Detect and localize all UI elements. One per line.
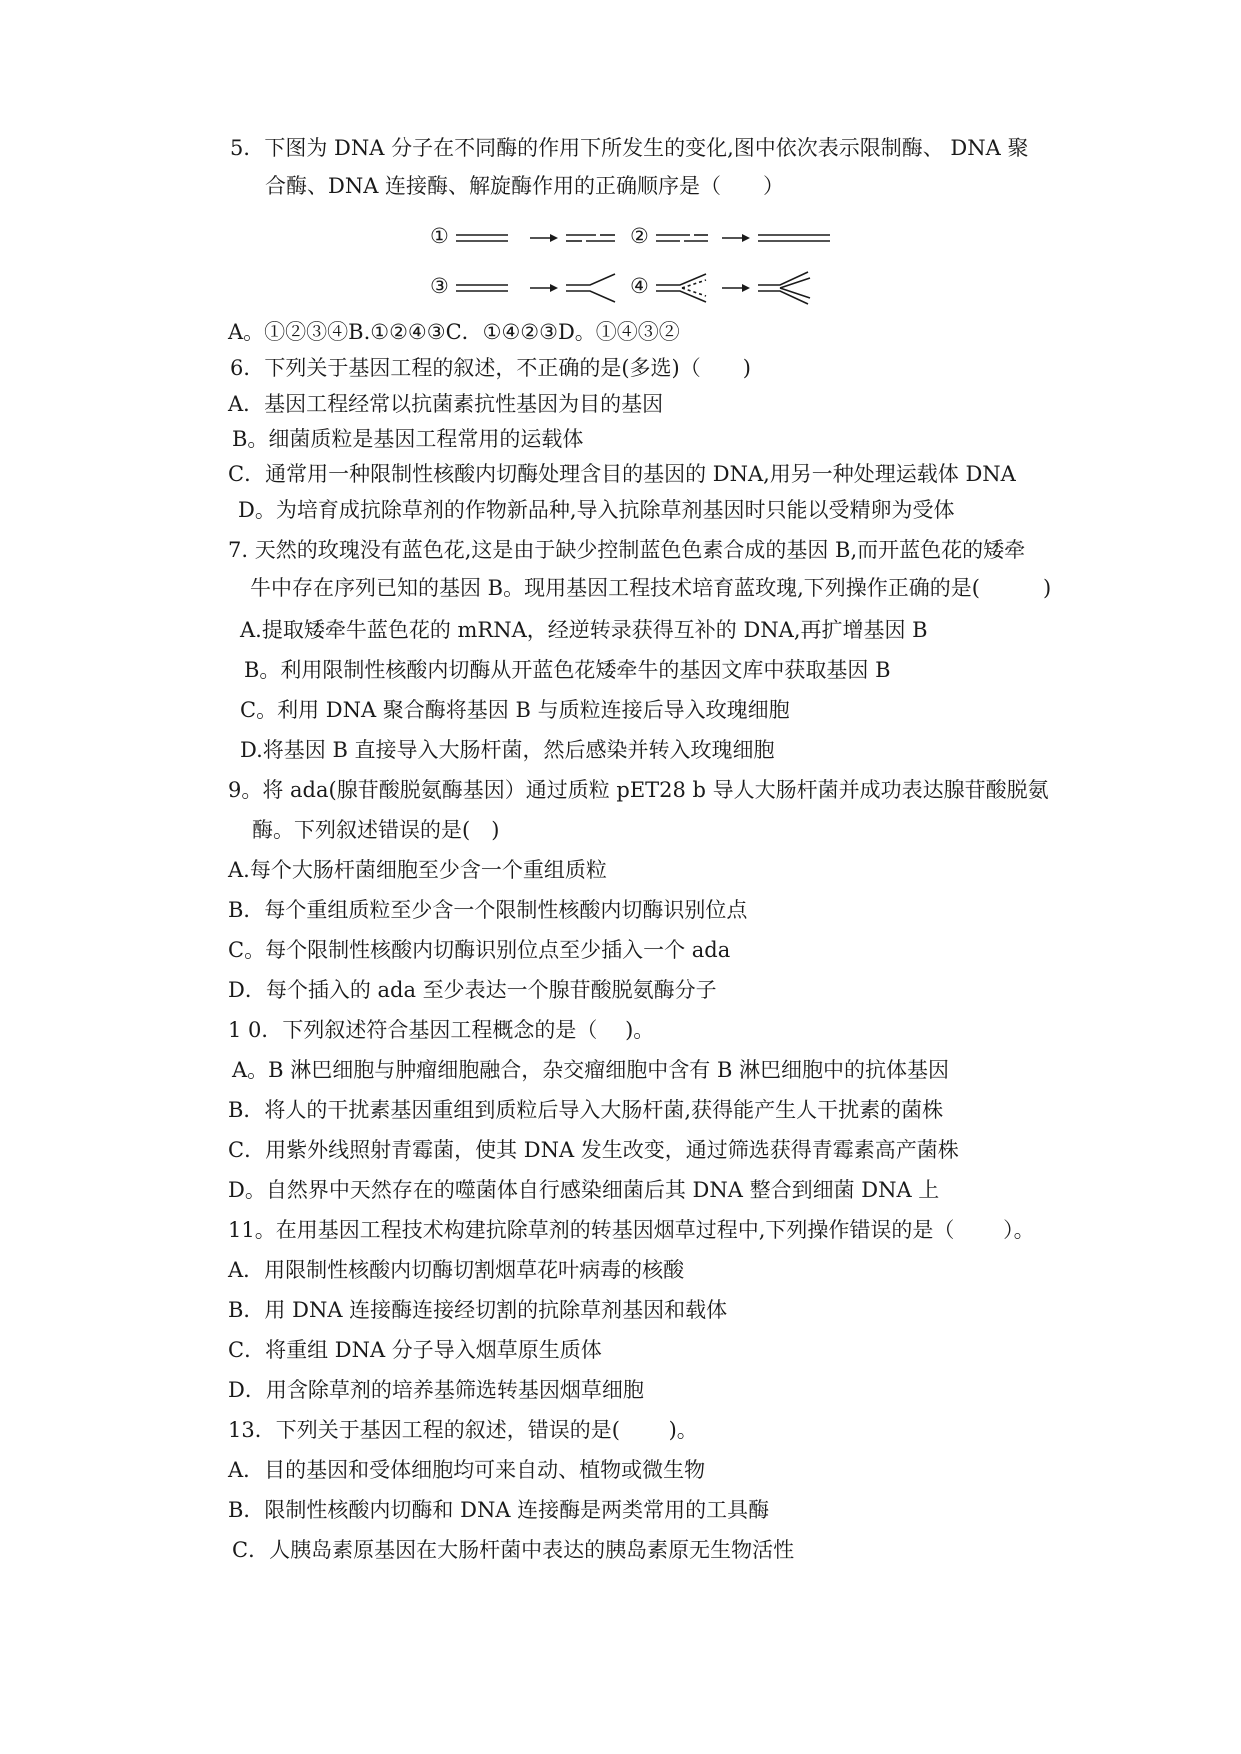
question-7-option-c: C。利用 DNA 聚合酶将基因 B 与质粒连接后导入玫瑰细胞 [240,698,790,722]
diagram-label-1: ① [430,224,449,248]
diagram-step-1 [456,235,615,241]
diagram-step-4 [656,272,810,304]
question-9-option-c: C。每个限制性核酸内切酶识别位点至少插入一个 ada [228,938,731,962]
question-9-option-d: D．每个插入的 ada 至少表达一个腺苷酸脱氨酶分子 [228,978,717,1002]
question-7-option-d: D.将基因 B 直接导入大肠杆菌，然后感染并转入玫瑰细胞 [240,738,775,762]
question-10-option-b: B．将人的干扰素基因重组到质粒后导入大肠杆菌,获得能产生人干扰素的菌株 [228,1098,944,1122]
question-13-option-b: B．限制性核酸内切酶和 DNA 连接酶是两类常用的工具酶 [228,1498,770,1522]
question-7-line-2: 牛中存在序列已知的基因 B。现用基因工程技术培育蓝玫瑰,下列操作正确的是( ) [250,576,1052,600]
question-9-line-1: 9。将 ada(腺苷酸脱氨酶基因）通过质粒 pET28 b 导人大肠杆菌并成功表达腺苷酸脱氨 [228,778,1049,802]
question-6-stem: 6．下列关于基因工程的叙述，不正确的是(多选)（ ) [230,356,751,380]
arrow-icon [550,234,558,242]
question-9-line-2: 酶。下列叙述错误的是( ) [252,818,500,842]
question-13-stem: 13．下列关于基因工程的叙述，错误的是( )。 [228,1418,698,1442]
question-9-option-a: A.每个大肠杆菌细胞至少含一个重组质粒 [228,858,607,882]
question-7-line-1: 7. 天然的玫瑰没有蓝色花,这是由于缺少控制蓝色色素合成的基因 B,而开蓝色花的矮牵 [228,538,1026,562]
diagram-label-3: ③ [430,274,449,298]
question-10-stem: 1 0．下列叙述符合基因工程概念的是（ )。 [228,1018,655,1042]
dna-enzyme-diagram [430,222,860,310]
question-11-option-c: C．将重组 DNA 分子导入烟草原生质体 [228,1338,602,1362]
question-11-option-a: A．用限制性核酸内切酶切割烟草花叶病毒的核酸 [228,1258,685,1282]
question-10-option-c: C．用紫外线照射青霉菌，使其 DNA 发生改变，通过筛选获得青霉素高产菌株 [228,1138,959,1162]
question-6-option-a: A．基因工程经常以抗菌素抗性基因为目的基因 [228,392,664,416]
diagram-step-3 [456,274,615,302]
arrow-icon [742,284,750,292]
question-7-option-a: A.提取矮牵牛蓝色花的 mRNA，经逆转录获得互补的 DNA,再扩增基因 B [240,618,928,642]
question-10-option-a: A。B 淋巴细胞与肿瘤细胞融合，杂交瘤细胞中含有 B 淋巴细胞中的抗体基因 [232,1058,950,1082]
question-11-option-b: B．用 DNA 连接酶连接经切割的抗除草剂基因和载体 [228,1298,728,1322]
diagram-label-2: ② [630,224,649,248]
question-13-option-a: A．目的基因和受体细胞均可来自动、植物或微生物 [228,1458,706,1482]
arrow-icon [550,284,558,292]
question-6-option-c: C．通常用一种限制性核酸内切酶处理含目的基因的 DNA,用另一种处理运载体 DNA [228,462,1016,486]
question-7-option-b: B。利用限制性核酸内切酶从开蓝色花矮牵牛的基因文库中获取基因 B [244,658,891,682]
question-9-option-b: B．每个重组质粒至少含一个限制性核酸内切酶识别位点 [228,898,748,922]
question-6-option-b: B。细菌质粒是基因工程常用的运载体 [232,427,584,451]
question-5-options: A。①②③④B.①②④③C．①④②③D。①④③② [228,320,680,344]
question-5-line-2: 合酶、DNA 连接酶、解旋酶作用的正确顺序是（ ） [265,174,785,198]
question-11-option-d: D．用含除草剂的培养基筛选转基因烟草细胞 [228,1378,644,1402]
arrow-icon [742,234,750,242]
question-10-option-d: D。自然界中天然存在的噬菌体自行感染细菌后其 DNA 整合到细菌 DNA 上 [228,1178,940,1202]
question-5-line-1: 5．下图为 DNA 分子在不同酶的作用下所发生的变化,图中依次表示限制酶、 DNA 聚 [230,136,1029,160]
question-11-stem: 11。在用基因工程技术构建抗除草剂的转基因烟草过程中,下列操作错误的是（ ）。 [228,1218,1035,1242]
question-6-option-d: D。为培育成抗除草剂的作物新品种,导入抗除草剂基因时只能以受精卵为受体 [238,498,955,522]
diagram-label-4: ④ [630,274,649,298]
question-13-option-c: C．人胰岛素原基因在大肠杆菌中表达的胰岛素原无生物活性 [232,1538,795,1562]
